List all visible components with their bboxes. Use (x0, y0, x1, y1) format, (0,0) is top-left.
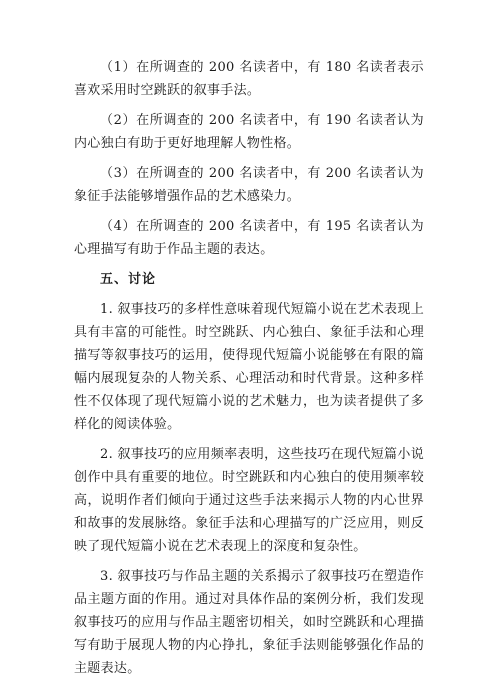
result-paragraph-3: （3）在所调查的 200 名读者中，有 200 名读者认为象征手法能够增强作品的艺术感染力。 (74, 166, 424, 204)
discussion-paragraph-3: 3. 叙事技巧与作品主题的关系揭示了叙事技巧在塑造作品主题方面的作用。通过对具体作品的案例分析，我们发现叙事技巧的应用与作品主题密切相关，如时空跳跃和心理描写有助于展现人物的内心挣扎，象征手法则能够强化作品的主题表达。 (74, 569, 424, 676)
result-paragraph-1: （1）在所调查的 200 名读者中，有 180 名读者表示喜欢采用时空跳跃的叙事手法。 (74, 60, 424, 98)
result-paragraph-2: （2）在所调查的 200 名读者中，有 190 名读者认为内心独白有助于更好地理解人物性格。 (74, 113, 424, 151)
discussion-paragraph-1: 1. 叙事技巧的多样性意味着现代短篇小说在艺术表现上具有丰富的可能性。时空跳跃、内心独白、象征手法和心理描写等叙事技巧的运用，使得现代短篇小说能够在有限的篇幅内展现复杂的人物关系、心理活动和时代背景。这种多样性不仅体现了现代短篇小说的艺术魅力，也为读者提供了多样化的阅读体验。 (74, 302, 424, 432)
document-body (74, 56, 424, 680)
discussion-paragraph-2: 2. 叙事技巧的应用频率表明，这些技巧在现代短篇小说创作中具有重要的地位。时空跳跃和内心独白的使用频率较高，说明作者们倾向于通过这些手法来揭示人物的内心世界和故事的发展脉络。象征手法和心理描写的广泛应用，则反映了现代短篇小说在艺术表现上的深度和复杂性。 (74, 447, 424, 554)
result-paragraph-4: （4）在所调查的 200 名读者中，有 195 名读者认为心理描写有助于作品主题的表达。 (74, 219, 424, 257)
section-heading-discussion: 五、讨论 (100, 272, 157, 287)
